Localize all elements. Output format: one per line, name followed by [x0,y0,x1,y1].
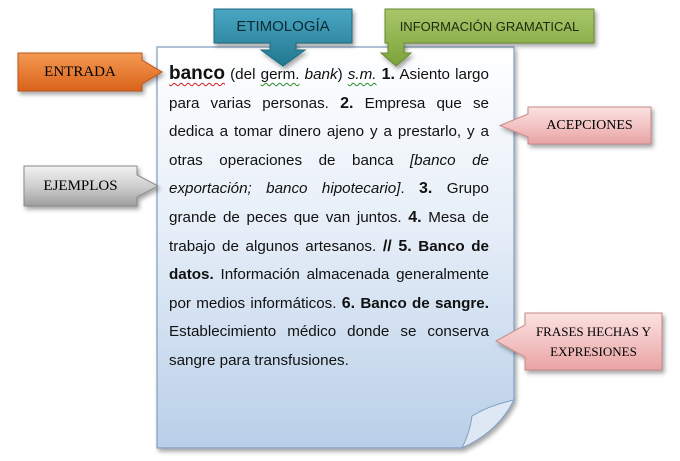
example-text: [banco de exportación; banco hipotecario] [169,151,489,198]
sense-3-text: Grupo grande de peces que van juntos. [169,180,489,226]
etym-close: ) [337,66,343,83]
sense-3-number: 3. [419,180,433,198]
frases-label: FRASES HECHAS Y EXPRESIONES [535,323,652,359]
sense-4-number: 4. [408,208,422,226]
entrada-label: ENTRADA [44,63,116,80]
grammar-abbrev: s.m. [347,66,377,83]
phrase-6: Banco de sangre. [360,294,489,312]
ejemplos-label: EJEMPLOS [43,177,118,194]
sense-2-number: 2. [340,94,354,112]
dictionary-entry: banco (del germ. bank) s.m. 1. Asiento largo para varias personas. 2. Empresa que se dedica a tomar dinero ajeno y a prestarlo, y a otras operaciones de banca [banco de exportación; banco hipotecario]. 3. Grupo grande de peces que van juntos. 4. Mesa de trabajo de algunos artesanos. // 5. Banco de datos. Información almacenada generalmente por medios informáticos. 6. Banco de sangre. Establecimiento médico donde se conserva sangre para transfusiones. [169,63,490,369]
sense-6-text: Establecimiento médico donde se conserva sangre para transfusiones. [169,323,489,369]
etym-word: bank [304,66,338,83]
etym-lang: germ. [260,66,300,83]
phrase-5: Banco de datos. [169,237,489,284]
sense-2-text: Empresa que se dedica a tomar dinero ajeno y a prestarlo, y a otras operaciones de banca [169,94,490,169]
sense-6-number: 6. [341,294,356,312]
sense-4-text: Mesa de trabajo de algunos artesanos. [169,208,489,255]
sense-5-number: 5. [398,237,412,255]
separator: // [382,237,392,255]
etym-open: (del [230,66,261,83]
etimologia-label: ETIMOLOGÍA [236,17,330,35]
sense-1-number: 1. [381,66,395,83]
info-gramatical-label: INFORMACIÓN GRAMATICAL [399,18,580,34]
sense-5-text: Información almacenada generalmente por medios informáticos. [169,266,489,312]
sense-1-text: Asiento largo para varias personas. [169,66,489,112]
headword: banco [169,63,225,84]
acepciones-label: ACEPCIONES [546,117,633,133]
